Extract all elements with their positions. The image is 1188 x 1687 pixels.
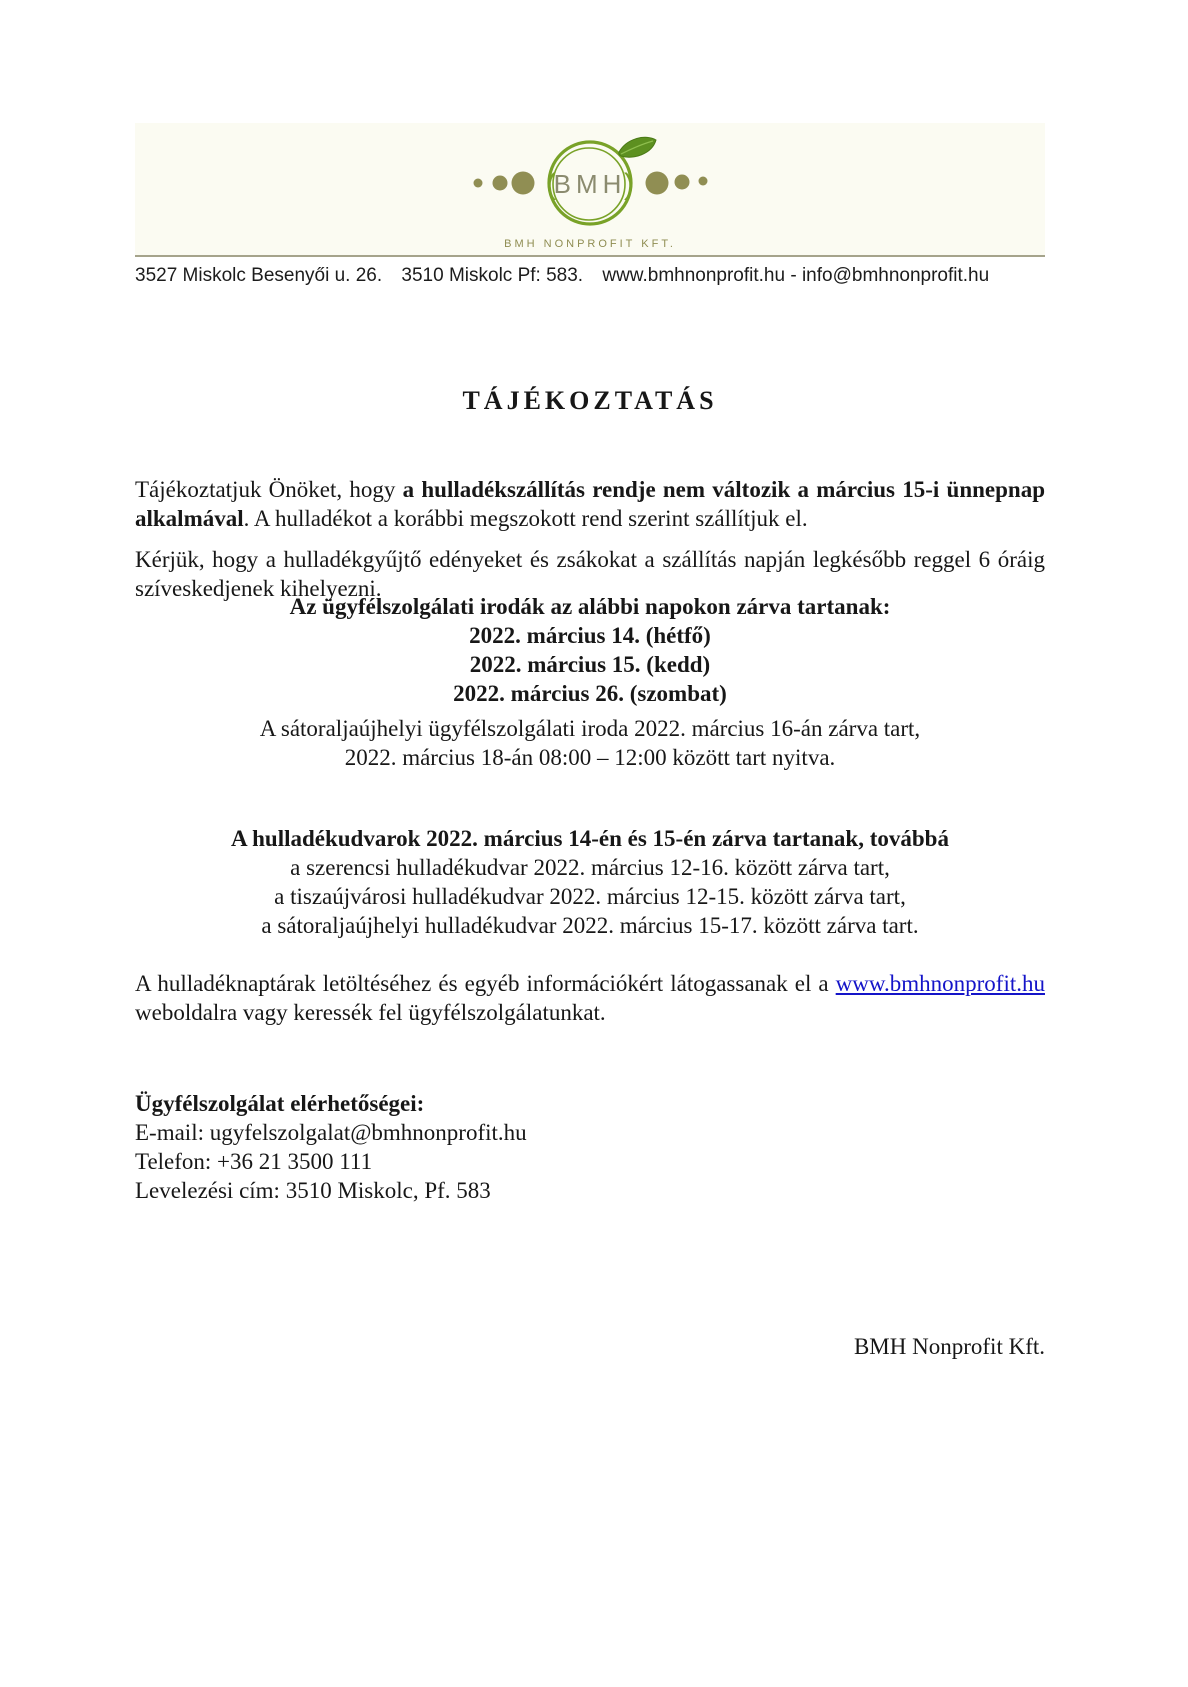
office-closures <box>135 592 1045 708</box>
yard-closures <box>135 824 1045 940</box>
calendar-normal-2: weboldalra vagy keressék fel ügyfélszolgálatunkat. <box>135 1000 606 1025</box>
request-paragraph: Kérjük, hogy a hulladékgyűjtő edényeket és zsákokat a szállítás napján legkésőbb reggel 6 óráig szíveskedjenek kihelyezni. <box>135 547 1045 601</box>
contact-email-line: E-mail: ugyfelszolgalat@bmhnonprofit.hu <box>135 1120 527 1145</box>
contact-block <box>135 1089 1045 1205</box>
satoraljaujhely-line: A sátoraljaújhelyi ügyfélszolgálati iroda 2022. március 16-án zárva tart, <box>259 716 921 741</box>
calendar-normal-1: A hulladéknaptárak letöltéséhez és egyéb információkért látogassanak el a <box>135 971 836 996</box>
closure-date: 2022. március 14. (hétfő) <box>469 623 711 648</box>
letterhead-band <box>135 123 1045 257</box>
logo-paren-right-glyph: ) <box>624 168 634 201</box>
leaf-icon <box>619 137 656 157</box>
contact-mailing-line: Levelezési cím: 3510 Miskolc, Pf. 583 <box>135 1178 491 1203</box>
logo-dots-right <box>646 172 708 195</box>
intro-normal-2: . A hulladékot a korábbi megszokott rend szerint szállítjuk el. <box>243 506 808 531</box>
bmh-logo <box>435 131 745 235</box>
intro-paragraph <box>135 475 1045 533</box>
yard-closure-line: a sátoraljaújhelyi hulladékudvar 2022. március 15-17. között zárva tart. <box>261 913 919 938</box>
letterhead-address-line <box>135 265 1115 287</box>
satoraljaujhely-office-note <box>135 714 1045 772</box>
office-closures-heading: Az ügyfélszolgálati irodák az alábbi napokon zárva tartanak: <box>289 594 891 619</box>
contact-phone-line: Telefon: +36 21 3500 111 <box>135 1149 373 1174</box>
satoraljaujhely-line: 2022. március 18-án 08:00 – 12:00 között tart nyitva. <box>344 745 836 770</box>
closure-date: 2022. március 26. (szombat) <box>453 681 727 706</box>
intro-normal-1: Tájékoztatjuk Önöket, hogy <box>135 477 403 502</box>
logo-dots-left <box>474 172 535 195</box>
web-and-email: www.bmhnonprofit.hu - info@bmhnonprofit.hu <box>602 265 990 286</box>
logo-letters: BMH <box>553 169 627 199</box>
calendar-info-paragraph <box>135 969 1045 1027</box>
yard-closures-heading: A hulladékudvarok 2022. március 14-én és 15-én zárva tartanak, továbbá <box>231 826 949 851</box>
logo-caption: BMH NONPROFIT KFT. <box>504 238 676 250</box>
signature: BMH Nonprofit Kft. <box>853 1334 1045 1359</box>
po-box-address: 3510 Miskolc Pf: 583. <box>401 265 584 286</box>
logo-paren-left-glyph: ( <box>546 168 556 201</box>
bmhnonprofit-link[interactable]: www.bmhnonprofit.hu <box>835 971 1045 996</box>
closure-date: 2022. március 15. (kedd) <box>469 652 711 677</box>
page-title: TÁJÉKOZTATÁS <box>462 386 718 415</box>
intro-bold: a hulladékszállítás rendje nem változik a március 15-i ünnepnap alkalmával <box>135 477 1045 531</box>
yard-closure-line: a tiszaújvárosi hulladékudvar 2022. március 12-15. között zárva tart, <box>274 884 906 909</box>
postal-address: 3527 Miskolc Besenyői u. 26. <box>135 265 383 286</box>
contact-heading: Ügyfélszolgálat elérhetőségei: <box>135 1091 425 1116</box>
yard-closure-line: a szerencsi hulladékudvar 2022. március 12-16. között zárva tart, <box>290 855 890 880</box>
